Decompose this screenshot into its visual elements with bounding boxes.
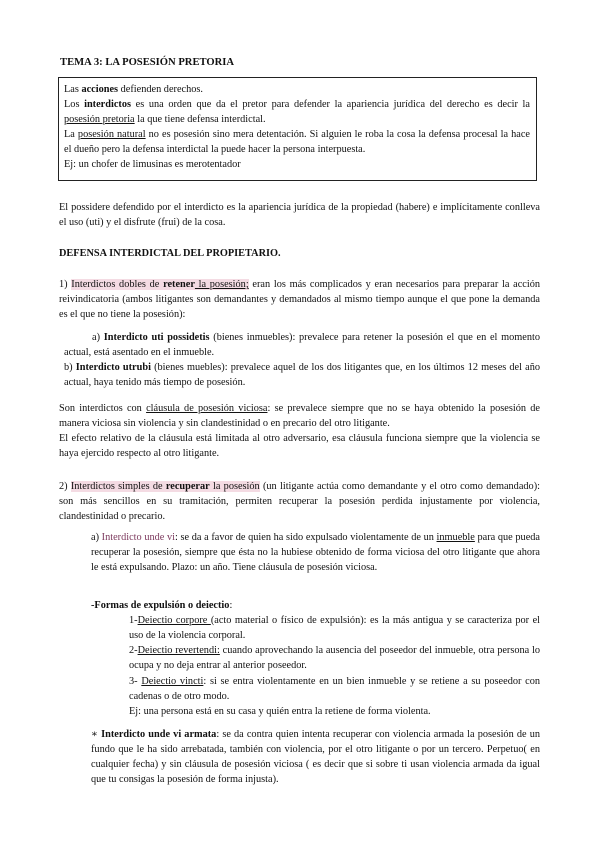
definitions-box	[58, 77, 537, 181]
box-line-acciones: Las acciones defienden derechos.	[64, 84, 203, 95]
formas-heading: -Formas de expulsión o deiectio:	[91, 600, 233, 611]
item-uti-possidetis: a) Interdicto uti possidetis (bienes inmuebles): prevalece para retener la posesión el que en el momento actual, está asentado en el inmueble.	[64, 332, 540, 358]
section-heading: DEFENSA INTERDICTAL DEL PROPIETARIO.	[59, 248, 281, 259]
box-line-interdictos: Los interdictos es una orden que da el pretor para defender la apariencia jurídica del derecho es decir la posesión pretoria la que tiene defensa interdictal.	[64, 99, 530, 125]
paragraph-possidere: El possidere defendido por el interdicto es la apariencia jurídica de la propiedad (habere) e implícitamente conlleva el uso (uti) y el disfrute (frui) de la cosa.	[59, 202, 540, 228]
box-line-posesion-natural: La posesión natural no es posesión sino mera detentación. Si alguien le roba la cosa la defensa procesal la hace el dueño pero la defensa interdictal la puede hacer la persona interpuesta.	[64, 129, 531, 155]
item-unde-vi-armata: ∗ Interdicto unde vi armata: se da contra quien intenta recuperar con violencia armada la posesión de un fundo que le ha sido arrebatada, también con violencia, por el otro litigante o por un tercero. Perpetuo( en cualquier fecha) y sin cláusula de posesión viciosa ( es decir que si sobre ti usan violencia armada da igual que tu consigas la posesión de forma injusta).	[91, 729, 540, 785]
item-utrubi: b) Interdicto utrubi (bienes muebles): prevalece aquel de los dos litigantes que, en los últimos 12 meses del año actual, haya tenido más tiempo de posesión.	[64, 362, 540, 388]
forma-vincti: 3- Deiectio vincti: si se entra violentamente en un bien inmueble y se retiene a su poseedor con cadenas o de otro modo. Ej: una persona está en su casa y quién entra la retiene de forma violenta.	[129, 676, 541, 717]
highlight-recuperar: Interdictos simples de recuperar la posesión	[70, 481, 260, 492]
paragraph-clausula: Son interdictos con cláusula de posesión viciosa: se prevalece siempre que no se haya obtenido la posesión de manera viciosa sin violencia y sin clandestinidad o en precario del otro litigante. El efecto relativo de la cláusula está limitada al otro adversario, esa cláusula funciona siempre que la violencia se haya ejercido respecto al otro litigante.	[59, 403, 540, 459]
item-unde-vi: a) Interdicto unde vi: se da a favor de quien ha sido expulsado violentamente de un inmueble para que pueda recuperar la posesión, siempre que ésta no la hubiese obtenido de forma viciosa del otro litigante que ahora le está expulsando. Plazo: un año. Tiene cláusula de posesión viciosa.	[91, 532, 540, 573]
forma-revertendi: 2-Deiectio revertendi: cuando aprovechando la ausencia del poseedor del inmueble, otra persona lo ocupa y no deja entrar al anterior poseedor.	[129, 645, 541, 671]
page-title: TEMA 3: LA POSESIÓN PRETORIA	[60, 57, 235, 68]
box-line-example: Ej: un chofer de limusinas es merotentador	[64, 159, 241, 170]
highlight-retener: Interdictos dobles de retener la posesión;	[71, 279, 249, 290]
forma-corpore: 1-Deiectio corpore (acto material o físico de expulsión): es la más antigua y se caracteriza por el uso de la violencia corporal.	[129, 615, 540, 641]
paragraph-interdictos-recuperar: 2) Interdictos simples de recuperar la posesión (un litigante actúa como demandante y el otro como demandado): son más sencillos en su tramitación, permiten recuperar la posesión perdida injustamente por violencia, clandestinidad o precario.	[59, 481, 540, 522]
star-bullet-icon: ∗	[91, 729, 102, 740]
paragraph-interdictos-retener: 1) Interdictos dobles de retener la posesión; eran los más complicados y eran necesarios para preparar la acción reivindicatoria (ambos litigantes son demandantes y demandados al mismo tiempo aunque el que pone la demanda es el que no tiene la posesión):	[59, 279, 540, 320]
